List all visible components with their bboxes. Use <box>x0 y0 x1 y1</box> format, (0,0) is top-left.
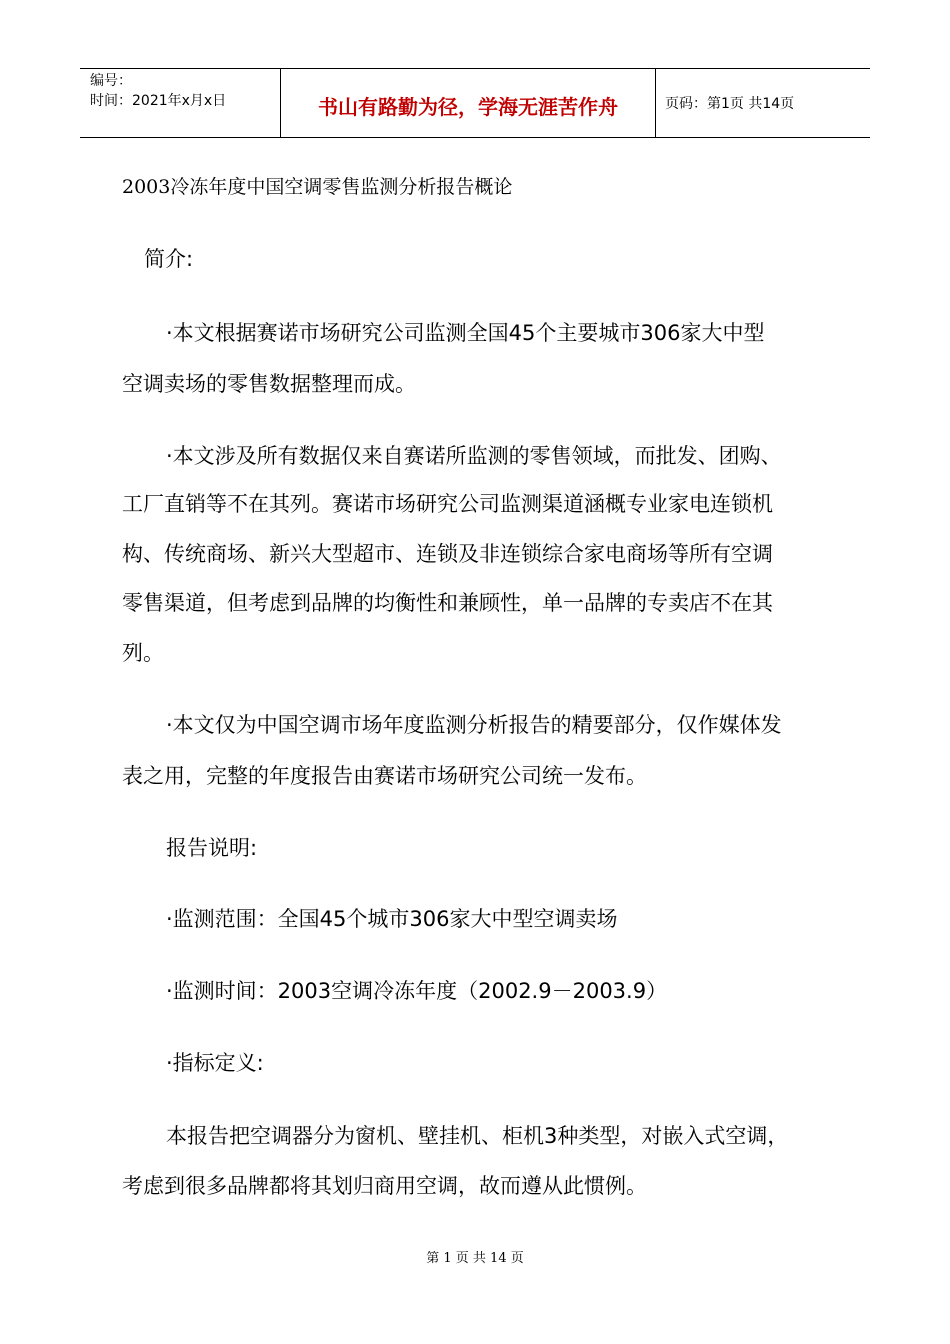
paragraph-1-line-1: ·本文根据赛诺市场研究公司监测全国45个主要城市306家大中型 <box>166 321 765 345</box>
number-label: 编号： <box>90 73 132 89</box>
paragraph-2-line-1: ·本文涉及所有数据仅来自赛诺所监测的零售领域，而批发、团购、 <box>166 444 782 468</box>
document-title: 2003冷冻年度中国空调零售监测分析报告概论 <box>122 176 513 198</box>
page-footer: 第 1 页 共 14 页 <box>426 1251 524 1266</box>
intro-heading: 简介: <box>144 247 194 271</box>
page-header <box>80 68 870 138</box>
header-right-cell <box>655 69 870 137</box>
period-line: ·监测时间：2003空调冷冻年度（2002.9－2003.9） <box>166 979 668 1003</box>
paragraph-2-line-3: 构、传统商场、新兴大型超市、连锁及非连锁综合家电商场等所有空调 <box>122 542 773 566</box>
time-label: 时间：2021年x月x日 <box>90 93 227 109</box>
header-left-cell <box>80 69 280 137</box>
paragraph-4-line-2: 考虑到很多品牌都将其划归商用空调，故而遵从此惯例。 <box>122 1174 647 1198</box>
paragraph-1-line-2: 空调卖场的零售数据整理而成。 <box>122 372 416 396</box>
paragraph-2-line-5: 列。 <box>122 641 164 665</box>
paragraph-2-line-2: 工厂直销等不在其列。赛诺市场研究公司监测渠道涵概专业家电连锁机 <box>122 492 773 516</box>
motto-text: 书山有路勤为径，学海无涯苦作舟 <box>318 95 618 119</box>
scope-line: ·监测范围：全国45个城市306家大中型空调卖场 <box>166 907 618 931</box>
header-motto-cell <box>280 69 656 137</box>
paragraph-2-line-4: 零售渠道，但考虑到品牌的均衡性和兼顾性，单一品牌的专卖店不在其 <box>122 591 773 615</box>
paragraph-3-line-1: ·本文仅为中国空调市场年度监测分析报告的精要部分，仅作媒体发 <box>166 713 782 737</box>
paragraph-4-line-1: 本报告把空调器分为窗机、壁挂机、柜机3种类型，对嵌入式空调， <box>166 1124 789 1148</box>
indicator-heading: ·指标定义: <box>166 1051 264 1075</box>
page-info: 页码：第1页 共14页 <box>665 96 795 112</box>
report-heading: 报告说明: <box>166 836 258 860</box>
paragraph-3-line-2: 表之用，完整的年度报告由赛诺市场研究公司统一发布。 <box>122 764 647 788</box>
